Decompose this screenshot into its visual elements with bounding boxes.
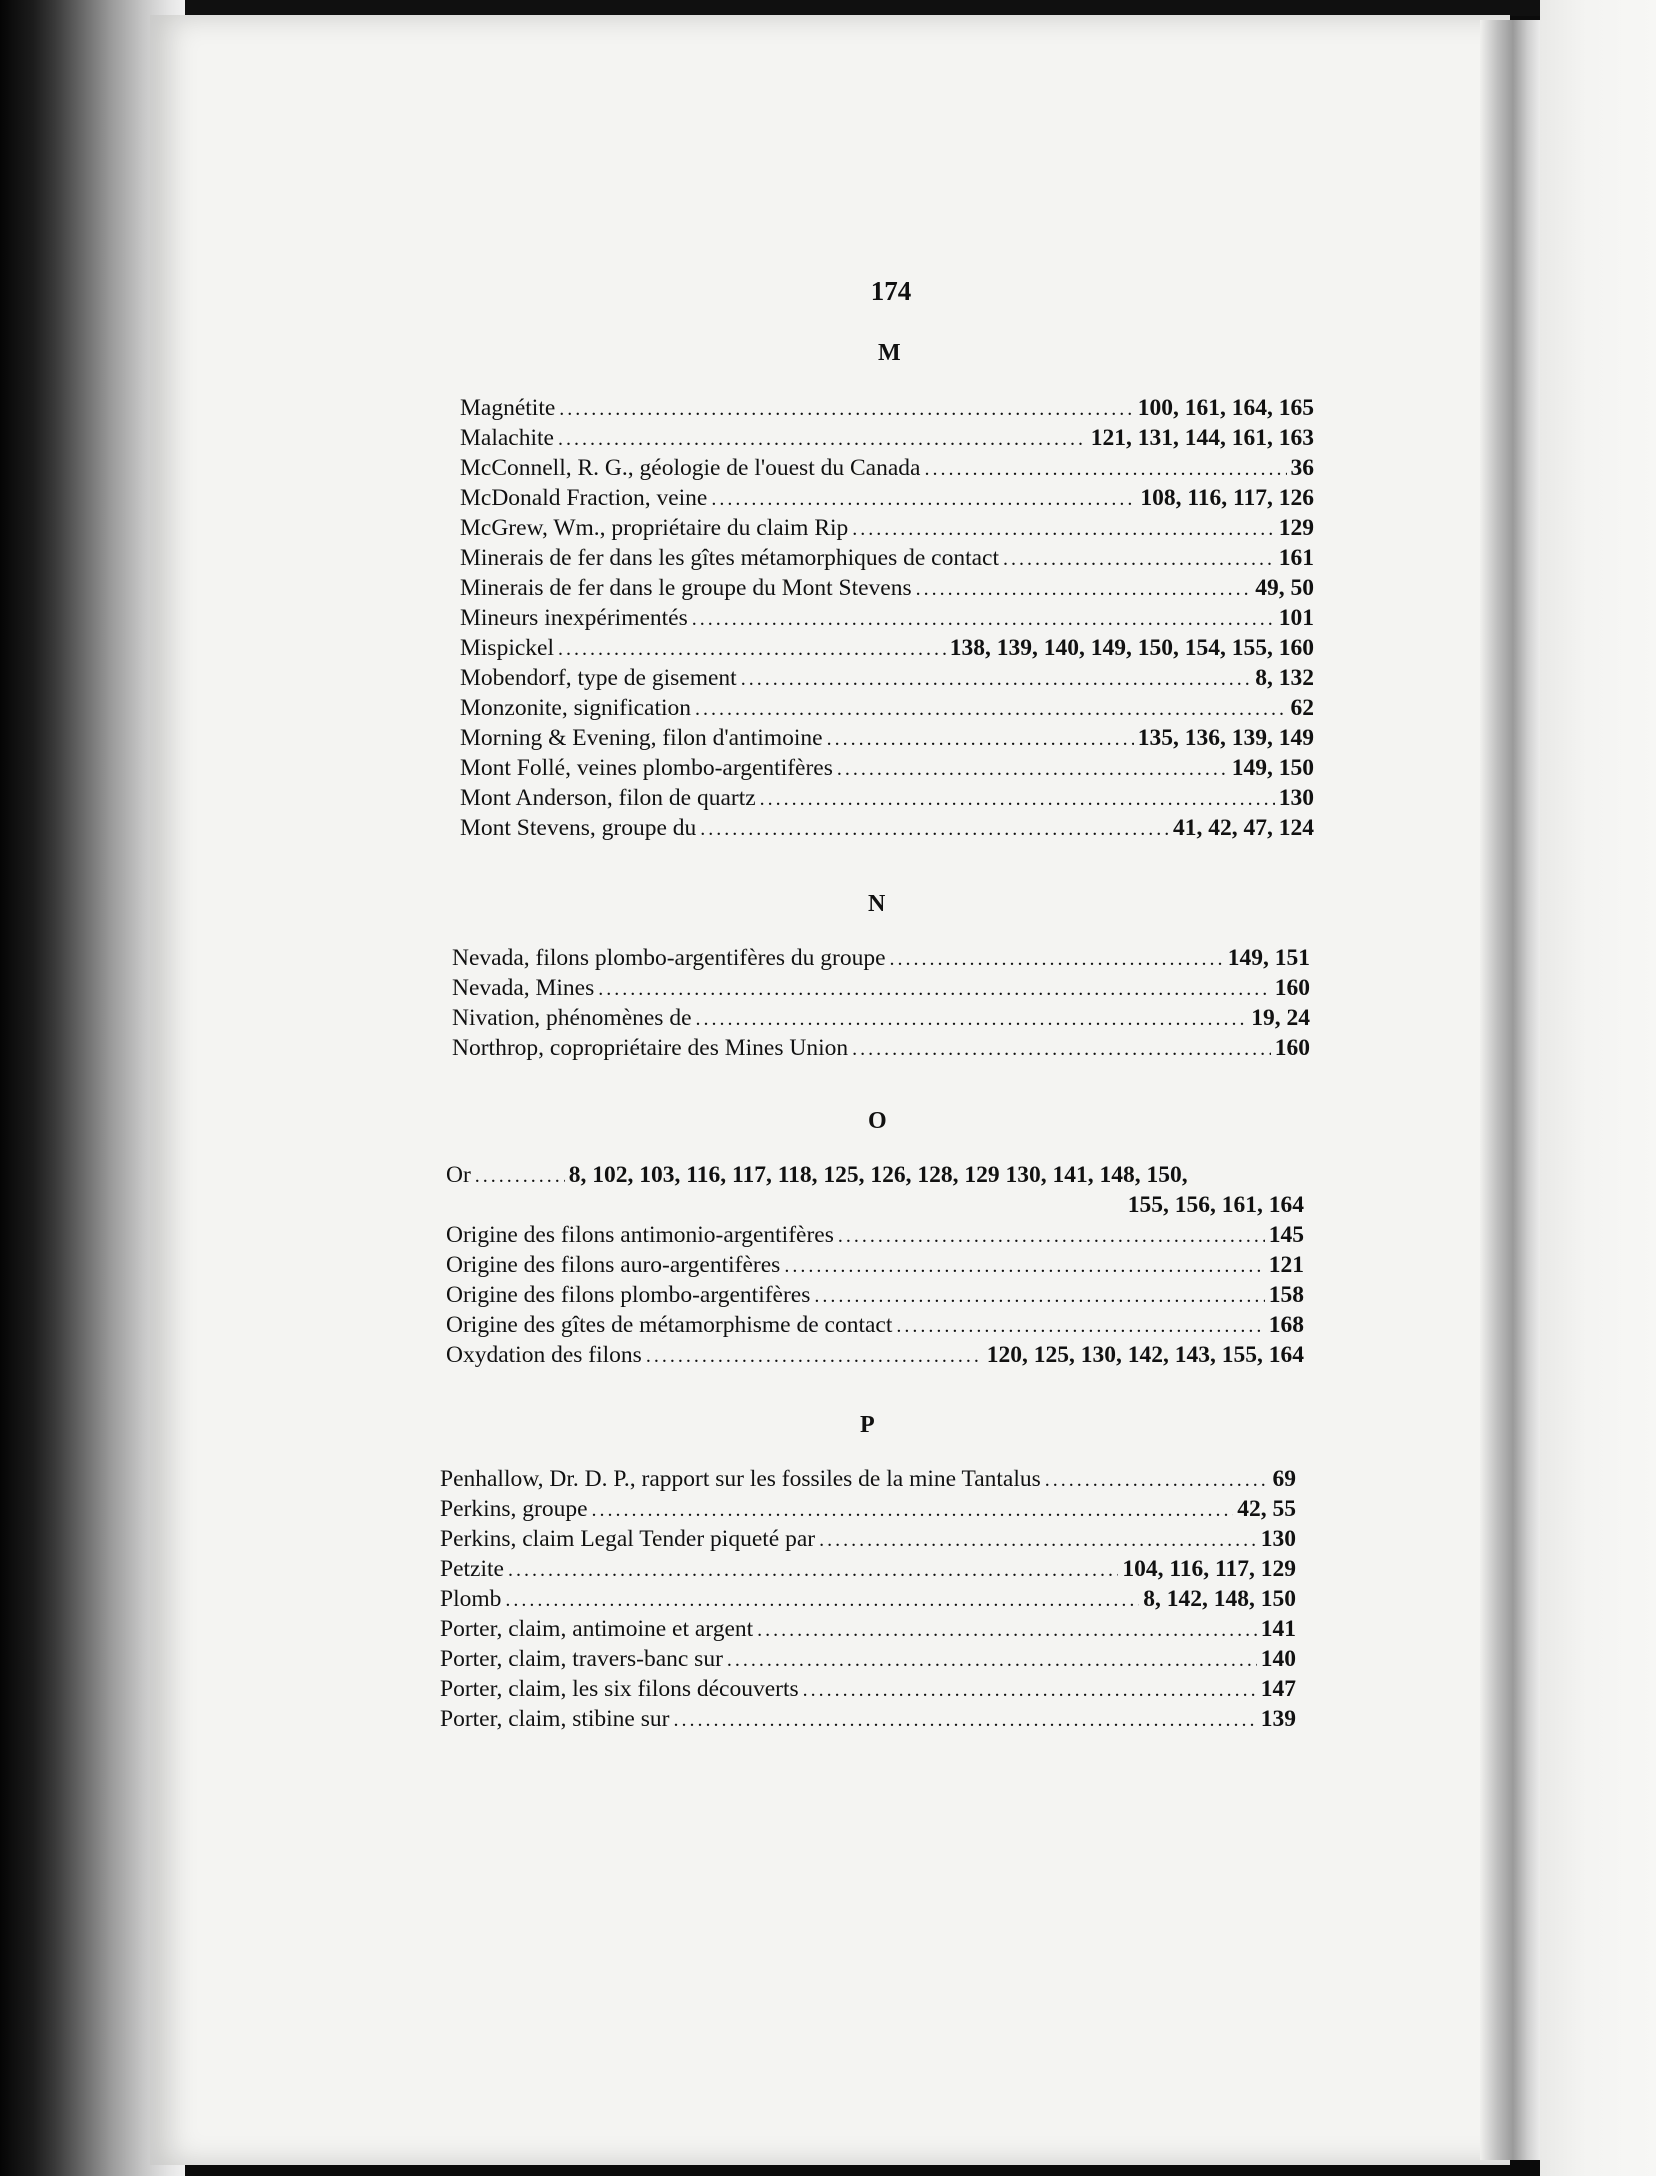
index-pages: 121 bbox=[1268, 1252, 1304, 1278]
section-letter-o: O bbox=[868, 1108, 887, 1134]
index-term: Mont Stevens, groupe du bbox=[460, 815, 697, 841]
index-term: Porter, claim, travers-banc sur bbox=[440, 1646, 723, 1672]
index-pages: 62 bbox=[1290, 695, 1314, 721]
index-entry bbox=[460, 725, 1314, 755]
index-term: Origine des gîtes de métamorphisme de contact bbox=[446, 1312, 893, 1338]
index-entry bbox=[460, 485, 1314, 515]
index-pages: 161 bbox=[1278, 545, 1314, 571]
dot-leader bbox=[803, 1679, 1257, 1702]
book-page bbox=[150, 15, 1510, 2165]
index-entry bbox=[440, 1616, 1296, 1646]
index-entry bbox=[446, 1252, 1304, 1282]
dot-leader bbox=[827, 728, 1134, 751]
index-entry bbox=[460, 815, 1314, 845]
index-entry bbox=[460, 635, 1314, 665]
index-entry bbox=[460, 785, 1314, 815]
index-term: Petzite bbox=[440, 1556, 504, 1582]
index-pages: 141 bbox=[1260, 1616, 1296, 1642]
index-pages: 19, 24 bbox=[1251, 1005, 1310, 1031]
index-list-p bbox=[440, 1466, 1296, 1736]
index-pages: 104, 116, 117, 129 bbox=[1122, 1556, 1296, 1582]
index-term: Mispickel bbox=[460, 635, 554, 661]
dot-leader bbox=[559, 398, 1133, 421]
dot-leader bbox=[838, 1225, 1265, 1248]
index-pages: 130 bbox=[1260, 1526, 1296, 1552]
index-term: Origine des filons plombo-argentifères bbox=[446, 1282, 811, 1308]
dot-leader bbox=[558, 638, 946, 661]
index-pages: 8, 142, 148, 150 bbox=[1143, 1586, 1296, 1612]
index-list-m bbox=[460, 395, 1314, 845]
dot-leader bbox=[896, 1315, 1264, 1338]
index-term: Minerais de fer dans le groupe du Mont Stevens bbox=[460, 575, 912, 601]
index-pages: 42, 55 bbox=[1237, 1496, 1296, 1522]
index-pages: 120, 125, 130, 142, 143, 155, 164 bbox=[986, 1342, 1304, 1368]
facing-page-edge bbox=[1540, 0, 1656, 2176]
index-term: Nevada, filons plombo-argentifères du groupe bbox=[452, 945, 886, 971]
index-term: Plomb bbox=[440, 1586, 502, 1612]
index-entry bbox=[446, 1282, 1304, 1312]
index-term: McGrew, Wm., propriétaire du claim Rip bbox=[460, 515, 849, 541]
index-term: Nevada, Mines bbox=[452, 975, 595, 1001]
dot-leader bbox=[508, 1559, 1118, 1582]
index-term: Or bbox=[446, 1162, 471, 1188]
index-pages: 140 bbox=[1260, 1646, 1296, 1672]
index-pages: 36 bbox=[1290, 455, 1314, 481]
index-term: McConnell, R. G., géologie de l'ouest du Canada bbox=[460, 455, 921, 481]
index-term: McDonald Fraction, veine bbox=[460, 485, 708, 511]
index-entry-continuation bbox=[446, 1192, 1304, 1222]
index-list-o bbox=[446, 1162, 1304, 1372]
dot-leader bbox=[727, 1649, 1257, 1672]
index-pages: 100, 161, 164, 165 bbox=[1137, 395, 1314, 421]
page-gutter-edge bbox=[1480, 20, 1540, 2160]
dot-leader bbox=[1003, 548, 1275, 571]
dot-leader bbox=[819, 1529, 1257, 1552]
index-term: Nivation, phénomènes de bbox=[452, 1005, 692, 1031]
index-term: Magnétite bbox=[460, 395, 556, 421]
index-term: Morning & Evening, filon d'antimoine bbox=[460, 725, 823, 751]
index-pages: 101 bbox=[1278, 605, 1314, 631]
index-term: Mineurs inexpérimentés bbox=[460, 605, 688, 631]
index-pages: 168 bbox=[1268, 1312, 1304, 1338]
dot-leader bbox=[916, 578, 1252, 601]
dot-leader bbox=[592, 1499, 1234, 1522]
index-term: Mont Follé, veines plombo-argentifères bbox=[460, 755, 833, 781]
index-entry bbox=[452, 1005, 1310, 1035]
dot-leader bbox=[1045, 1469, 1269, 1492]
section-letter-m: M bbox=[878, 340, 901, 366]
index-entry bbox=[446, 1312, 1304, 1342]
index-term: Origine des filons auro-argentifères bbox=[446, 1252, 781, 1278]
index-entry bbox=[460, 575, 1314, 605]
index-entry bbox=[440, 1586, 1296, 1616]
dot-leader bbox=[692, 608, 1275, 631]
dot-leader bbox=[741, 668, 1252, 691]
dot-leader bbox=[711, 488, 1136, 511]
index-term: Minerais de fer dans les gîtes métamorphiques de contact bbox=[460, 545, 1000, 571]
index-term: Mont Anderson, filon de quartz bbox=[460, 785, 756, 811]
dot-leader bbox=[475, 1165, 565, 1188]
index-pages: 69 bbox=[1272, 1466, 1296, 1492]
index-pages: 139 bbox=[1260, 1706, 1296, 1732]
index-entry bbox=[440, 1676, 1296, 1706]
index-pages: 160 bbox=[1274, 975, 1310, 1001]
index-pages: 130 bbox=[1278, 785, 1314, 811]
index-pages: 121, 131, 144, 161, 163 bbox=[1090, 425, 1314, 451]
index-entry bbox=[460, 425, 1314, 455]
index-pages: 138, 139, 140, 149, 150, 154, 155, 160 bbox=[949, 635, 1314, 661]
index-pages: 108, 116, 117, 126 bbox=[1140, 485, 1314, 511]
index-entry bbox=[440, 1466, 1296, 1496]
index-entry bbox=[460, 605, 1314, 635]
index-entry bbox=[440, 1556, 1296, 1586]
index-entry bbox=[446, 1342, 1304, 1372]
index-pages: 129 bbox=[1278, 515, 1314, 541]
index-pages: 8, 102, 103, 116, 117, 118, 125, 126, 128, 129 130, 141, 148, 150, bbox=[568, 1162, 1188, 1188]
index-term: Porter, claim, les six filons découverts bbox=[440, 1676, 799, 1702]
index-term: Origine des filons antimonio-argentifères bbox=[446, 1222, 834, 1248]
index-pages: 155, 156, 161, 164 bbox=[1127, 1192, 1304, 1218]
dot-leader bbox=[924, 458, 1286, 481]
dot-leader bbox=[890, 948, 1224, 971]
dot-leader bbox=[760, 788, 1275, 811]
section-letter-n: N bbox=[868, 891, 886, 917]
index-term: Malachite bbox=[460, 425, 554, 451]
index-pages: 145 bbox=[1268, 1222, 1304, 1248]
dot-leader bbox=[598, 978, 1270, 1001]
index-entry bbox=[446, 1222, 1304, 1252]
index-pages: 149, 151 bbox=[1227, 945, 1310, 971]
index-pages: 160 bbox=[1274, 1035, 1310, 1061]
index-entry bbox=[460, 545, 1314, 575]
index-entry bbox=[440, 1526, 1296, 1556]
index-pages: 41, 42, 47, 124 bbox=[1173, 815, 1314, 841]
dot-leader bbox=[696, 1008, 1248, 1031]
index-term: Perkins, groupe bbox=[440, 1496, 588, 1522]
index-term: Northrop, copropriétaire des Mines Union bbox=[452, 1035, 849, 1061]
dot-leader bbox=[673, 1709, 1256, 1732]
index-entry bbox=[460, 395, 1314, 425]
dot-leader bbox=[558, 428, 1087, 451]
index-entry bbox=[460, 455, 1314, 485]
page-number: 174 bbox=[870, 276, 912, 306]
index-entry bbox=[440, 1706, 1296, 1736]
dot-leader bbox=[837, 758, 1228, 781]
index-term: Monzonite, signification bbox=[460, 695, 692, 721]
dot-leader bbox=[505, 1589, 1139, 1612]
index-pages: 8, 132 bbox=[1255, 665, 1314, 691]
index-pages: 149, 150 bbox=[1231, 755, 1314, 781]
dot-leader bbox=[852, 518, 1274, 541]
index-term: Oxydation des filons bbox=[446, 1342, 642, 1368]
index-entry bbox=[460, 695, 1314, 725]
dot-leader bbox=[695, 698, 1286, 721]
index-term: Porter, claim, stibine sur bbox=[440, 1706, 670, 1732]
dot-leader bbox=[852, 1038, 1271, 1061]
index-list-n bbox=[452, 945, 1310, 1065]
index-pages: 147 bbox=[1260, 1676, 1296, 1702]
dot-leader bbox=[814, 1285, 1264, 1308]
top-shadow bbox=[150, 0, 1656, 16]
index-term: Mobendorf, type de gisement bbox=[460, 665, 737, 691]
index-entry bbox=[452, 975, 1310, 1005]
index-entry bbox=[452, 945, 1310, 975]
index-entry bbox=[460, 515, 1314, 545]
index-entry bbox=[460, 665, 1314, 695]
dot-leader bbox=[784, 1255, 1264, 1278]
index-term: Penhallow, Dr. D. P., rapport sur les fossiles de la mine Tantalus bbox=[440, 1466, 1041, 1492]
dot-leader bbox=[646, 1345, 983, 1368]
index-term: Porter, claim, antimoine et argent bbox=[440, 1616, 754, 1642]
dot-leader bbox=[757, 1619, 1257, 1642]
section-letter-p: P bbox=[860, 1412, 875, 1438]
index-pages: 49, 50 bbox=[1255, 575, 1314, 601]
index-entry bbox=[446, 1162, 1304, 1192]
dot-leader bbox=[700, 818, 1169, 841]
index-pages: 158 bbox=[1268, 1282, 1304, 1308]
index-pages: 135, 136, 139, 149 bbox=[1137, 725, 1314, 751]
index-entry bbox=[440, 1496, 1296, 1526]
index-entry bbox=[460, 755, 1314, 785]
index-term: Perkins, claim Legal Tender piqueté par bbox=[440, 1526, 816, 1552]
index-entry bbox=[440, 1646, 1296, 1676]
index-entry bbox=[452, 1035, 1310, 1065]
